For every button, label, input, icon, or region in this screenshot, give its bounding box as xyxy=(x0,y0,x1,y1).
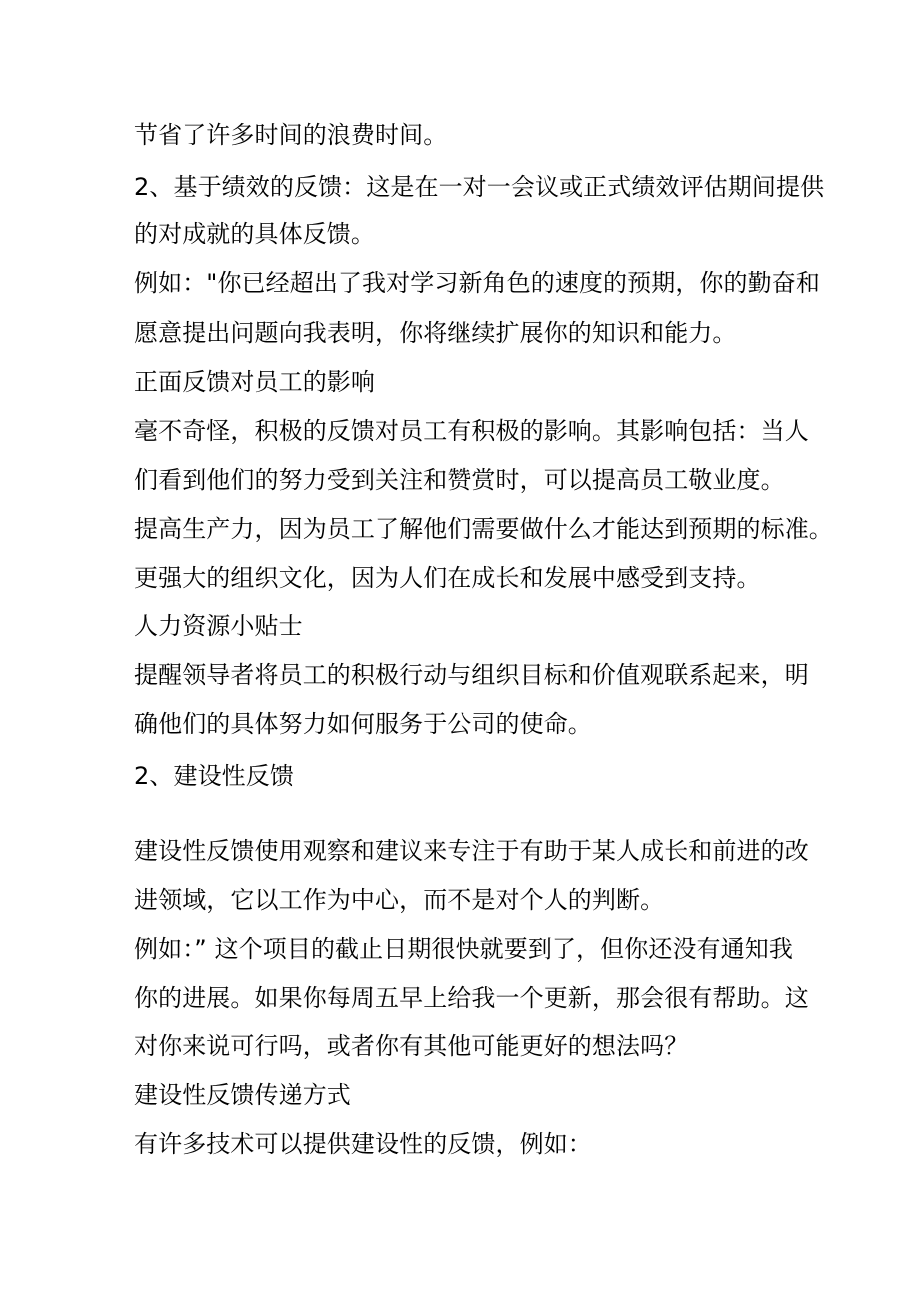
example-text-line: 对你来说可行吗，或者你有其他可能更好的想法吗？ xyxy=(134,1032,689,1060)
text-line: 提醒领导者将员工的积极行动与组织目标和价值观联系起来，明 xyxy=(134,661,809,689)
text-line: 节省了许多时间的浪费时间。 xyxy=(134,121,448,149)
section-heading-performance-feedback: 2、基于绩效的反馈：这是在一对一会议或正式绩效评估期间提供 xyxy=(134,173,825,201)
example-text-line: 例如："你已经超出了我对学习新角色的速度的预期，你的勤奋和 xyxy=(134,269,820,297)
text-line: 建设性反馈使用观察和建议来专注于有助于某人成长和前进的改 xyxy=(134,837,809,865)
subheading-delivery-methods: 建设性反馈传递方式 xyxy=(134,1081,351,1109)
text-line: 毫不奇怪，积极的反馈对员工有积极的影响。其影响包括：当人 xyxy=(134,417,809,445)
text-line: 确他们的具体努力如何服务于公司的使命。 xyxy=(134,710,592,738)
subheading-hr-tips: 人力资源小贴士 xyxy=(134,612,303,640)
subheading-positive-feedback-impact: 正面反馈对员工的影响 xyxy=(134,368,375,396)
text-line: 有许多技术可以提供建设性的反馈，例如： xyxy=(134,1130,592,1158)
example-text-line: 例如：” 这个项目的截止日期很快就要到了，但你还没有通知我 xyxy=(134,935,793,963)
text-line: 提高生产力，因为员工了解他们需要做什么才能达到预期的标准。 xyxy=(134,515,833,543)
example-text-line: 你的进展。如果你每周五早上给我一个更新，那会很有帮助。这 xyxy=(134,984,809,1012)
section-heading-constructive-feedback: 2、建设性反馈 xyxy=(134,762,294,790)
text-line: 们看到他们的努力受到关注和赞赏时，可以提高员工敬业度。 xyxy=(134,466,785,494)
text-line: 更强大的组织文化，因为人们在成长和发展中感受到支持。 xyxy=(134,564,761,592)
text-line: 进领域，它以工作为中心，而不是对个人的判断。 xyxy=(134,886,665,914)
example-text-line: 愿意提出问题向我表明，你将继续扩展你的知识和能力。 xyxy=(134,319,737,347)
text-line: 的对成就的具体反馈。 xyxy=(134,220,375,248)
